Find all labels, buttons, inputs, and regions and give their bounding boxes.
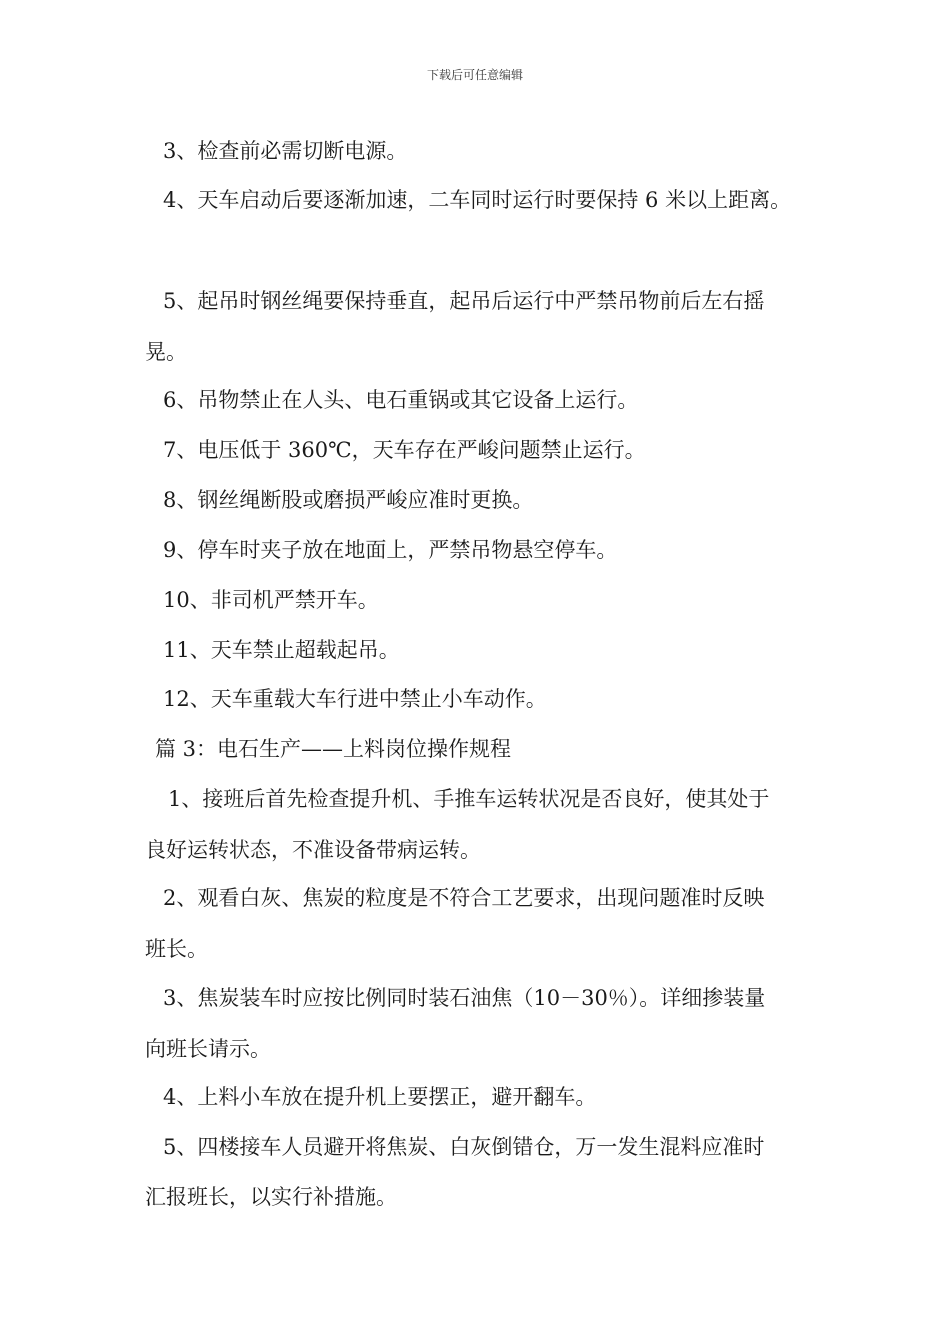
- text-line: 5、四楼接车人员避开将焦炭、白灰倒错仓，万一发生混料应准时: [163, 1135, 765, 1159]
- text-line: 班长。: [145, 937, 208, 961]
- text-line: 向班长请示。: [145, 1037, 271, 1061]
- text-line: 3、焦炭装车时应按比例同时装石油焦（10－30％）。详细掺装量: [163, 986, 766, 1010]
- text-line: 12、天车重载大车行进中禁止小车动作。: [163, 687, 547, 711]
- text-line: 2、观看白灰、焦炭的粒度是不符合工艺要求，出现问题准时反映: [163, 886, 765, 910]
- text-line: 良好运转状态，不准设备带病运转。: [145, 838, 481, 862]
- text-line: 晃。: [145, 340, 187, 364]
- text-line: 10、非司机严禁开车。: [163, 588, 379, 612]
- text-line: 8、钢丝绳断股或磨损严峻应准时更换。: [163, 488, 534, 512]
- text-line: 11、天车禁止超载起吊。: [163, 638, 400, 662]
- text-line: 6、吊物禁止在人头、电石重锅或其它设备上运行。: [163, 388, 639, 412]
- text-line: 3、检查前必需切断电源。: [163, 139, 408, 163]
- text-line: 1、接班后首先检查提升机、手推车运转状况是否良好，使其处于: [168, 787, 770, 811]
- text-line: 5、起吊时钢丝绳要保持垂直，起吊后运行中严禁吊物前后左右摇: [163, 289, 765, 313]
- text-line: 7、电压低于 360℃，天车存在严峻问题禁止运行。: [163, 438, 646, 462]
- section-title: 篇 3：电石生产——上料岗位操作规程: [155, 737, 512, 761]
- text-line: 4、上料小车放在提升机上要摆正，避开翻车。: [163, 1085, 597, 1109]
- text-line: 9、停车时夹子放在地面上，严禁吊物悬空停车。: [163, 538, 618, 562]
- page-header: 下载后可任意编辑: [426, 68, 523, 82]
- text-line: 汇报班长，以实行补措施。: [145, 1185, 397, 1209]
- text-line: 4、天车启动后要逐渐加速，二车同时运行时要保持 6 米以上距离。: [163, 188, 792, 212]
